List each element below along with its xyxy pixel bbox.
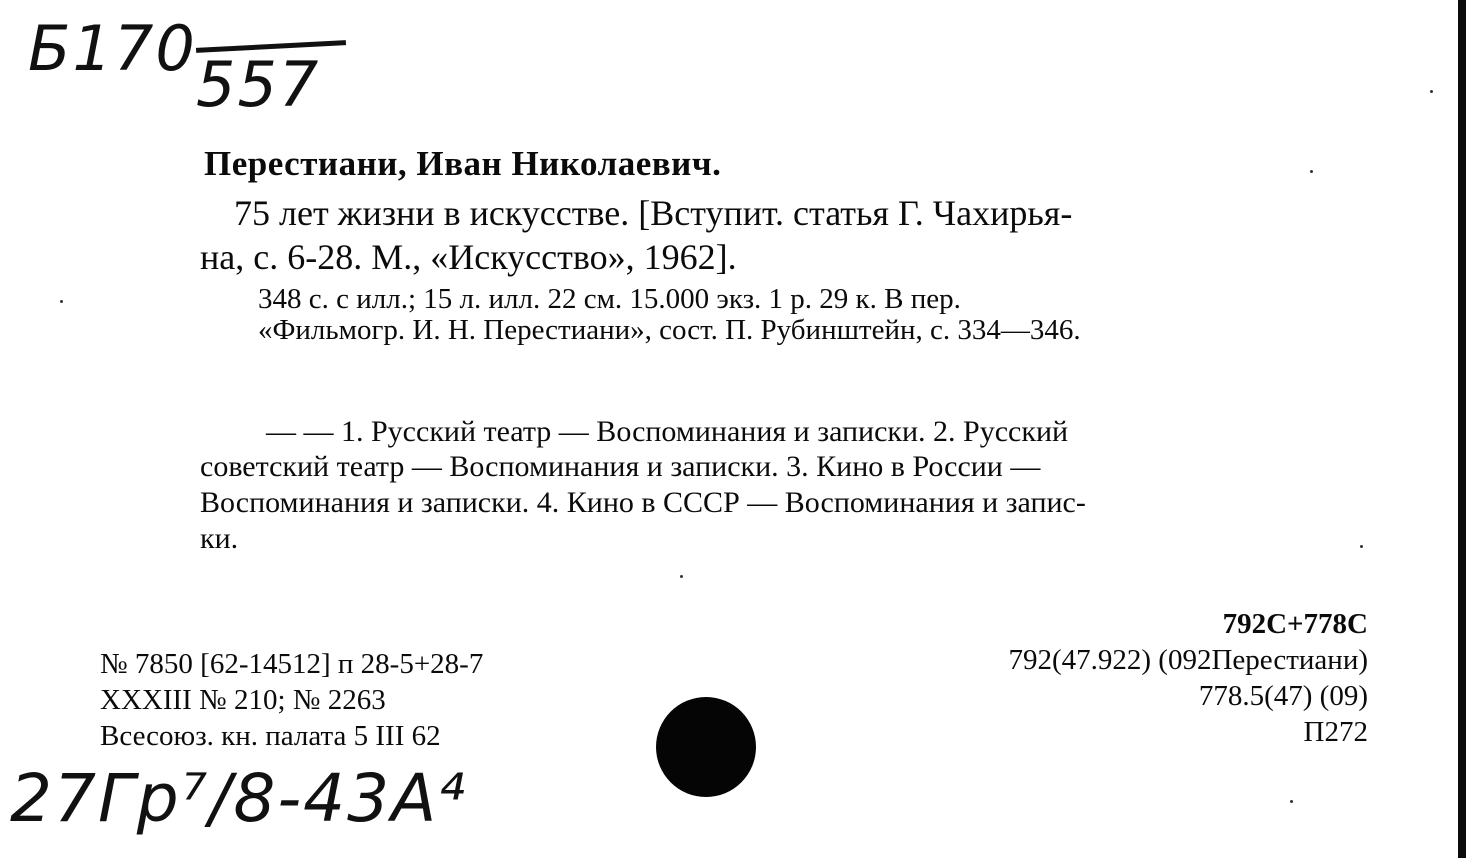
classification-line-4: П272	[1303, 716, 1368, 748]
registry-line-3: Всесоюз. кн. палата 5 III 62	[100, 720, 441, 752]
registry-line-1: № 7850 [62-14512] п 28-5+28-7	[100, 648, 484, 680]
dust-speck	[60, 300, 63, 303]
subject-line-2: советский театр — Воспоминания и записки. 3. Кино в России —	[200, 450, 1041, 483]
classification-line-3: 778.5(47) (09)	[1198, 680, 1368, 712]
classification-line-2: 792(47.922) (092Перестиани)	[1008, 644, 1368, 676]
punch-hole	[656, 697, 756, 797]
card-edge	[1458, 0, 1466, 858]
subject-line-1: — — 1. Русский театр — Воспоминания и записки. 2. Русский	[266, 415, 1069, 448]
subject-line-4: ки.	[200, 522, 239, 555]
handwritten-inventory-number: 27Гр⁷/8-43А⁴	[10, 760, 467, 837]
dust-speck	[1360, 545, 1363, 548]
dust-speck	[680, 575, 683, 578]
dust-speck	[1290, 800, 1293, 803]
physical-description-line-2: «Фильмогр. И. Н. Перестиани», сост. П. Рубинштейн, с. 334—346.	[258, 314, 1081, 346]
physical-description-line-1: 348 с. с илл.; 15 л. илл. 22 см. 15.000 экз. 1 р. 29 к. В пер.	[258, 283, 961, 315]
dust-speck	[1430, 90, 1433, 93]
title-line-1: 75 лет жизни в искусстве. [Вступит. статья Г. Чахирья-	[234, 193, 1073, 233]
title-line-2: на, с. 6-28. М., «Искусство», 1962].	[200, 237, 737, 277]
classification-line-1: 792С+778С	[1222, 608, 1368, 640]
subject-line-3: Воспоминания и записки. 4. Кино в СССР — Воспоминания и запис-	[200, 486, 1086, 519]
dust-speck	[1310, 170, 1313, 173]
author-heading: Перестиани, Иван Николаевич.	[204, 144, 722, 183]
handwritten-shelf-number: 557	[196, 48, 321, 121]
registry-line-2: XXXIII № 210; № 2263	[100, 684, 386, 716]
handwritten-call-number: Б170	[28, 12, 197, 85]
